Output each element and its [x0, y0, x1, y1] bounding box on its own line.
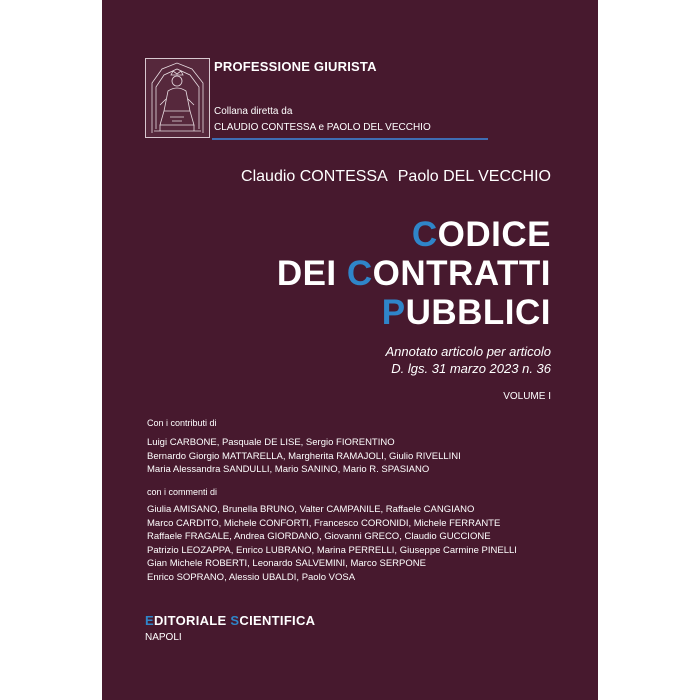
- author-name: Claudio CONTESSA: [241, 168, 388, 185]
- contributors-list: [147, 436, 461, 477]
- title-line: [277, 293, 551, 332]
- publisher-initial: S: [230, 613, 240, 628]
- commentators-line: Patrizio LEOZAPPA, Enrico LUBRANO, Marina PERRELLI, Giuseppe Carmine PINELLI: [147, 544, 517, 556]
- contributors-line: Luigi CARBONE, Pasquale DE LISE, Sergio FIORENTINO: [147, 437, 395, 448]
- collana-editors: CLAUDIO CONTESSA e PAOLO DEL VECCHIO: [214, 122, 431, 133]
- commentators-line: Enrico SOPRANO, Alessio UBALDI, Paolo VOSA: [147, 571, 356, 583]
- publisher-city: NAPOLI: [145, 632, 182, 643]
- enthroned-figure-emblem: [145, 58, 210, 138]
- subtitle-line: D. lgs. 31 marzo 2023 n. 36: [391, 361, 551, 376]
- book-cover: [102, 0, 598, 700]
- collana-divider: [212, 138, 488, 140]
- publisher-text: CIENTIFICA: [239, 613, 316, 628]
- book-title: [277, 215, 551, 332]
- title-text: DEI: [276, 254, 347, 293]
- commentators-line: Giulia AMISANO, Brunella BRUNO, Valter CAMPANILE, Raffaele CANGIANO: [147, 504, 475, 515]
- series-title: PROFESSIONE GIURISTA: [214, 59, 377, 74]
- author-name: Paolo DEL VECCHIO: [397, 168, 551, 185]
- title-initial: C: [411, 215, 438, 254]
- publisher-text: DITORIALE: [153, 613, 231, 628]
- subtitle: [386, 343, 551, 377]
- commentators-line: Marco CARDITO, Michele CONFORTI, Francesco CORONIDI, Michele FERRANTE: [147, 517, 501, 529]
- title-initial: P: [381, 293, 406, 332]
- commentators-label: con i commenti di: [147, 487, 218, 497]
- title-initial: C: [346, 254, 373, 293]
- publisher-initial: E: [145, 613, 154, 628]
- title-line: [277, 215, 551, 254]
- contributors-line: Bernardo Giorgio MATTARELLA, Margherita RAMAJOLI, Giulio RIVELLINI: [147, 450, 461, 462]
- title-text: UBBLICI: [405, 293, 551, 332]
- subtitle-line: Annotato articolo per articolo: [385, 344, 551, 359]
- title-text: ODICE: [437, 215, 551, 254]
- commentators-list: [147, 503, 517, 584]
- commentators-line: Gian Michele ROBERTI, Leonardo SALVEMINI, Marco SERPONE: [147, 558, 426, 569]
- volume-label: VOLUME I: [503, 391, 551, 402]
- publisher-name: [145, 613, 315, 628]
- commentators-line: Raffaele FRAGALE, Andrea GIORDANO, Giovanni GRECO, Claudio GUCCIONE: [147, 531, 491, 542]
- emblem-drawing: [146, 59, 209, 137]
- contributors-label: Con i contributi di: [147, 418, 217, 428]
- authors: [241, 168, 551, 186]
- collana-label: Collana diretta da: [214, 106, 293, 117]
- contributors-line: Maria Alessandra SANDULLI, Mario SANINO, Mario R. SPASIANO: [147, 464, 430, 475]
- title-line: [277, 254, 551, 293]
- title-text: ONTRATTI: [372, 254, 551, 293]
